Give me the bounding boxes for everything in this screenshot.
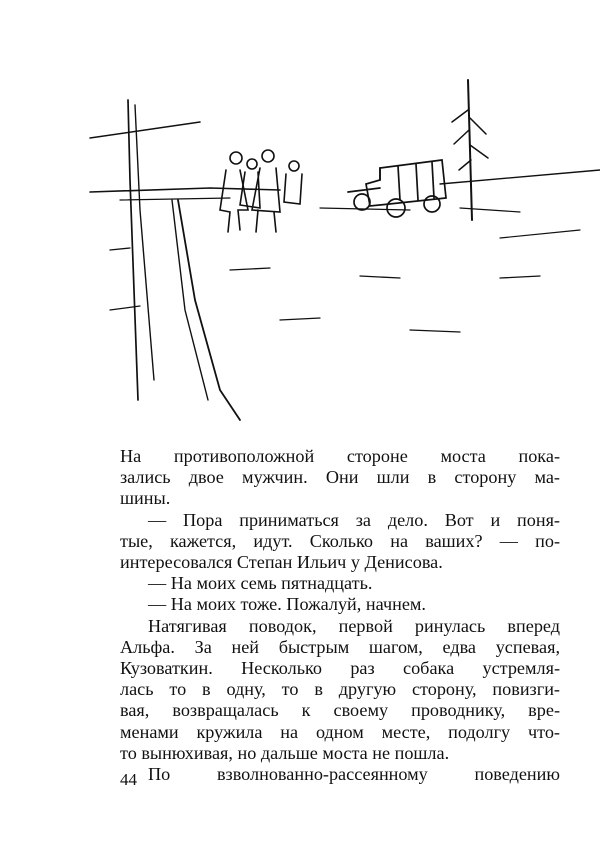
- road-sketch-illustration: [80, 60, 600, 440]
- paragraph-5-line-6: менами кружила на одном месте, подолгу что-: [120, 721, 560, 742]
- paragraph-1-line-2: зались двое мужчин. Они шли в сторону ма-: [120, 467, 560, 488]
- paragraph-5-line-5: вая, возвращалась к своему проводнику, вре-: [120, 700, 560, 721]
- paragraph-1-line-1: На противоположной стороне моста пока-: [120, 446, 560, 466]
- body-text: [120, 446, 560, 785]
- paragraph-5-line-4: лась то в одну, то в другую сторону, повизги-: [120, 679, 560, 700]
- paragraph-2-line-3: интересовался Степан Ильич у Денисова.: [120, 552, 443, 573]
- paragraph-1-line-3: шины.: [120, 488, 171, 509]
- paragraph-5-line-3: Кузоваткин. Несколько раз собака устремля-: [120, 658, 560, 679]
- paragraph-5-line-7: то вынюхивая, но дальше моста не пошла.: [120, 742, 450, 763]
- paragraph-3-line-1: — На моих семь пятнадцать.: [148, 573, 373, 594]
- paragraph-2-line-2: тые, кажется, идут. Сколько на ваших? — по-: [120, 530, 560, 551]
- paragraph-5-line-1: Натягивая поводок, первой ринулась вперед: [148, 615, 560, 636]
- page-number: 44: [120, 770, 137, 789]
- paragraph-4-line-1: — На моих тоже. Пожалуй, начнем.: [148, 594, 426, 615]
- paragraph-5-line-2: Альфа. За ней быстрым шагом, едва успевая,: [120, 636, 560, 657]
- paragraph-2-line-1: — Пора приниматься за дело. Вот и поня-: [148, 509, 560, 530]
- paragraph-6-line-1: По взволнованно-рассеянному поведению: [148, 764, 560, 785]
